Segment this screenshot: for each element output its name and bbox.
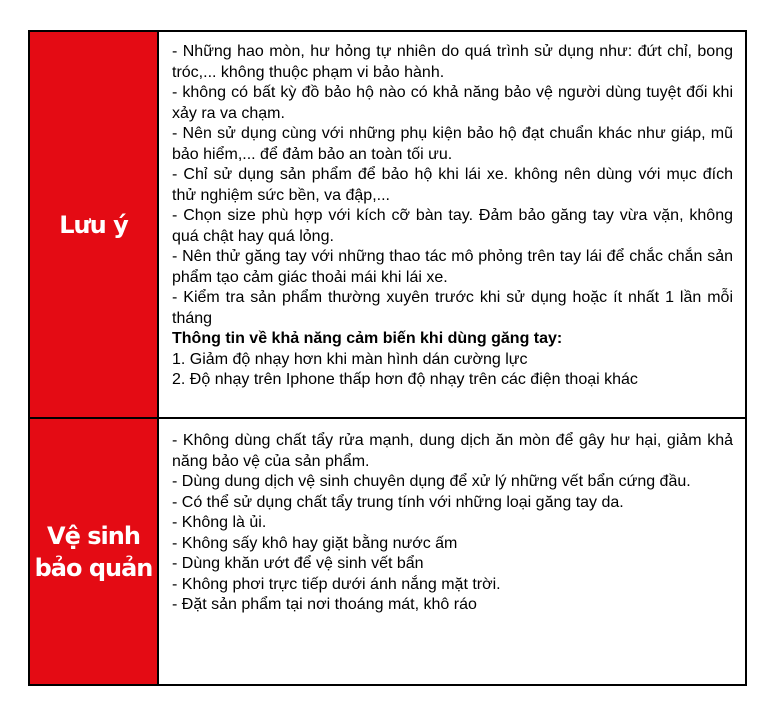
- section-body-notes: [159, 32, 745, 419]
- list-item: - Không phơi trực tiếp dưới ánh nắng mặt trời.: [172, 575, 501, 593]
- list-item: - Nên thử găng tay với những thao tác mô phỏng trên tay lái để chắc chắn sản phẩm tạo cảm giác thoải mái khi lái xe.: [172, 248, 733, 286]
- section-label-notes: Lưu ý: [59, 210, 128, 239]
- list-item: - Không là ủi.: [172, 514, 267, 531]
- section-label-cell-notes: [30, 32, 159, 419]
- list-item: - Những hao mòn, hư hỏng tự nhiên do quá trình sử dụng như: đứt chỉ, bong tróc,... không thuộc phạm vi bảo hành.: [172, 43, 733, 81]
- list-item: - Dùng dung dịch vệ sinh chuyên dụng để xử lý những vết bẩn cứng đầu.: [172, 473, 691, 490]
- care-notes-table: [28, 30, 747, 686]
- section-label-cell-care: [30, 419, 159, 684]
- list-item: - Có thể sử dụng chất tẩy trung tính với những loại găng tay da.: [172, 493, 624, 511]
- list-item: - Không dùng chất tẩy rửa mạnh, dung dịch ăn mòn để gây hư hại, giảm khả năng bảo vệ của sản phẩm.: [172, 432, 733, 470]
- list-item: - Kiểm tra sản phẩm thường xuyên trước khi sử dụng hoặc ít nhất 1 lần mỗi tháng: [172, 289, 733, 327]
- section-label-care: Vệ sinh bảo quản: [34, 521, 153, 582]
- sensor-heading: Thông tin về khả năng cảm biến khi dùng găng tay:: [172, 330, 563, 347]
- sensor-item: 2. Độ nhạy trên Iphone thấp hơn độ nhạy trên các điện thoại khác: [172, 371, 638, 388]
- list-item: - Đặt sản phẩm tại nơi thoáng mát, khô ráo: [172, 596, 477, 613]
- sensor-item: 1. Giảm độ nhạy hơn khi màn hình dán cường lực: [172, 350, 528, 368]
- list-item: - Nên sử dụng cùng với những phụ kiện bảo hộ đạt chuẩn khác như giáp, mũ bảo hiểm,... để đảm bảo an toàn tối ưu.: [172, 125, 733, 163]
- list-item: - Chọn size phù hợp với kích cỡ bàn tay. Đảm bảo găng tay vừa vặn, không quá chật hay quá lỏng.: [172, 207, 733, 245]
- list-item: - Không sấy khô hay giặt bằng nước ấm: [172, 534, 458, 552]
- list-item: - Dùng khăn ướt để vệ sinh vết bẩn: [172, 555, 424, 572]
- list-item: - không có bất kỳ đồ bảo hộ nào có khả năng bảo vệ người dùng tuyệt đối khi xảy ra va chạm.: [172, 84, 733, 122]
- list-item: - Chỉ sử dụng sản phẩm để bảo hộ khi lái xe. không nên dùng với mục đích thử nghiệm sức bền, va đập,...: [172, 166, 733, 204]
- section-body-care: [159, 419, 745, 684]
